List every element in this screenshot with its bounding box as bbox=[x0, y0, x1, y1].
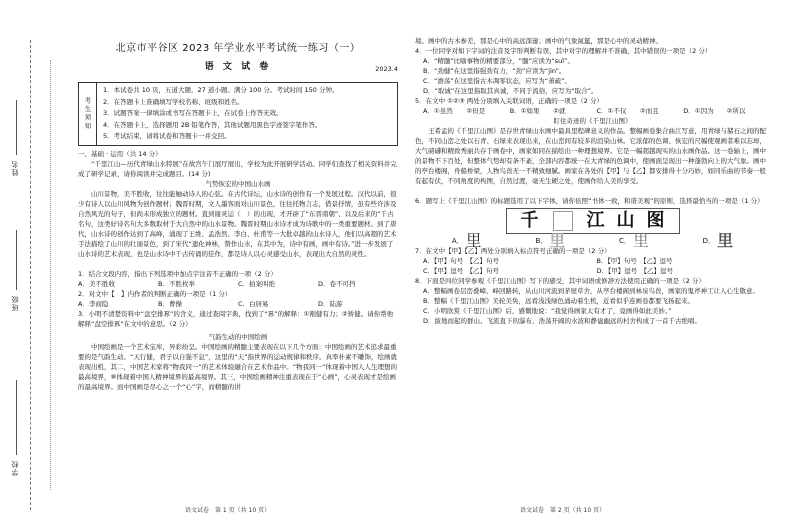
exam-title: 北京市平谷区 2023 年学业水平考试统一练习（一） bbox=[115, 43, 361, 54]
q8-option[interactable]: B．整幅《千里江山图》美轮美奂，远看浅浅绿色涌动着生机，近看似乎连画卷都要飞扬起来。 bbox=[423, 297, 694, 305]
q6-option[interactable]: B． 里 bbox=[535, 231, 566, 250]
q8-option[interactable]: A．整幅画卷层峦叠嶂，峰回路转，从山川河流到茅屋草舍，从亭台楼阁到林泉鸟兽，画家的鬼斧神工让人心生敬意。 bbox=[423, 287, 759, 295]
question-6: 6．题写上《千里江山图》的标题选用了以下字体，请你依照“书体一致，和谐美观”的原则，选择最恰当的一项是（1 分） bbox=[415, 197, 764, 205]
q1-option[interactable]: B．不胜枚举 bbox=[158, 280, 195, 288]
question-1: 1．结合文段内容，指出下列选项中加点字注音不正确的一项（2 分） bbox=[78, 270, 277, 278]
q4-option[interactable]: B．“劲健”在这里指强劲有力，“劲”应读为“jìn”。 bbox=[423, 67, 566, 75]
name-field-line[interactable] bbox=[16, 100, 17, 155]
class-label: 班级 bbox=[11, 295, 19, 311]
q7-option[interactable]: C．【甲】逗号 【乙】句号 bbox=[423, 267, 500, 275]
q1-option[interactable]: D．卷不可挡 bbox=[318, 280, 356, 288]
question-2: 2．对文中【 】内作者的判断正确的一项是（1 分） bbox=[78, 290, 232, 298]
dot-line bbox=[50, 60, 51, 490]
q4-option[interactable]: C．“澹荡”在这里指古木凋零状态，应写为“萧疏”。 bbox=[423, 77, 572, 85]
footer-right: 语文试卷 第 2 页（共 10 页） bbox=[520, 507, 606, 514]
calli-glyph-d: 里 bbox=[717, 231, 734, 250]
q1-option[interactable]: C．拍案叫绝 bbox=[238, 280, 276, 288]
subhead-3: 盯住奇迹的《千里江山图》 bbox=[553, 117, 632, 125]
calli-glyph-b: 里 bbox=[549, 231, 566, 250]
left-column bbox=[78, 40, 398, 392]
binding-margin bbox=[0, 0, 70, 526]
passage-2: 中国绘画是一个艺术宝库，异彩纷呈。中国绘画的精髓主要表现在以下几个方面：中国绘画的艺术追求最重要的是气韵生动。“天行健，君子以自强不息”，这里的“天”指世界的运动规律和秩序。真率朴素不雕饰，绘画就表现出机，其二，中国艺术家将“物我同一”的艺术体验融合在艺术作品中。“物我同一”体现着中国人人生理想的最高境界，⑧体现着中国人精神境界的最高境界。其三，中国绘画精神注重表现在于“心画”，心灵表现才是绘画的最高境界。而中国画是尽心之一个“心”字，而精髓的讲 bbox=[78, 343, 397, 391]
q6-option[interactable]: C． 里 bbox=[619, 231, 649, 250]
calli-char: 山 bbox=[616, 210, 635, 231]
q5-option[interactable]: B．①如果 bbox=[509, 107, 540, 115]
q5-options bbox=[415, 106, 770, 116]
q7-options bbox=[415, 256, 770, 276]
question-7: 7．在文中【甲】【乙】两处分别填入标点符号正确的一项是（2 分） bbox=[415, 247, 611, 255]
notice-body bbox=[97, 83, 344, 145]
intro-text: “千里江山—历代青绿山水特展”在故宫午门展厅展出，学校为此开展研学活动。同学们查找了相关资料并完成了研学记录，请你阅读并完成题目。(14 分) bbox=[78, 160, 397, 178]
subtitle-row bbox=[78, 62, 398, 78]
exam-subtitle: 语 文 试 卷 bbox=[204, 62, 272, 72]
question-8: 8．下面是四位同学参观《千里江山图》写下的感受，其中词语或修辞方法使用正确的一项是（2 分） bbox=[415, 277, 705, 285]
calli-char: 千 bbox=[520, 210, 539, 231]
notice-item: 3．试题答案一律填涂或书写在答题卡上，在试卷上作答无效。 bbox=[103, 109, 283, 117]
subhead-2: 气韵生动的中国绘画 bbox=[208, 333, 268, 341]
calli-char: 江 bbox=[586, 210, 605, 231]
q6-options bbox=[415, 231, 770, 250]
q6-option[interactable]: D． 里 bbox=[702, 231, 734, 250]
name-label: 姓名 bbox=[11, 160, 19, 176]
q5-option[interactable]: ②就 bbox=[553, 107, 566, 115]
q8-option[interactable]: C．小明欣赏《千里江山图》后，感慨地说：“我觉得画家太有才了，竟画得如此美妙。” bbox=[423, 307, 672, 315]
q1-option[interactable]: A．美不胜收 bbox=[78, 280, 115, 288]
passage-1: 山川景物，美不胜收，往往能触动诗人的心弦。在古代诗坛，山水诗的创作有一个发展过程。汉代以前，很少有诗人以山川风物为创作题材；魏晋时期，文人墨客面对山川景色，往往托物言志，借景抒情，虽有些许涉及自然风光的句子，但尚未形成独立的题材。直到谢灵运（ ）的出现，才开辟了“东晋南朝”、以及后来的“千古名句，这类好诗名句大多数取材于大自然中的山水景物。魏晋时期山水诗才成为诗歌中的一类重要题材。到了唐代，山水诗的创作达到了高峰，涌现了王维、孟浩然、李白、杜甫等一大批卓越的山水诗人，他们以高超的艺术手法描绘了山川的壮丽景色，到了宋代“遗化神林，赞作山水，在其中为，诗中有画，画中有诗。”进一步发展了山水诗的艺术表现，也是山水诗中千古传诵的佳作，都是诗人以心灵感受山水，表现出大自然的灵性。 bbox=[78, 190, 397, 258]
calli-glyph-a: 里 bbox=[465, 231, 482, 250]
q7-option[interactable]: B．【甲】句号 【乙】逗号 bbox=[596, 257, 673, 265]
school-label: 学校 bbox=[11, 460, 19, 476]
q2-option[interactable]: B．曹操 bbox=[158, 300, 182, 308]
passage-2-cont: 境。画中的古木参差，那是心中的高远深邃；画中的气象氤氲，那是心中的灵动精神。 bbox=[415, 37, 662, 45]
notice-item: 2．在答题卡上准确填写学校名称、班级和姓名。 bbox=[103, 97, 244, 106]
q2-option[interactable]: C．白居易 bbox=[238, 300, 269, 308]
exam-date: 2023.4 bbox=[375, 65, 398, 73]
subhead-1: 气势恢宏的中国山水画 bbox=[205, 180, 271, 188]
notice-item: 4．在答题卡上，选择题用 2B 铅笔作答，其他试题用黑色字迹签字笔作答。 bbox=[103, 120, 322, 129]
q4-option[interactable]: D．“取诚”在这里指取其真诚，不同于流俗，应写为“取合”。 bbox=[423, 87, 598, 95]
notice-box bbox=[78, 82, 398, 146]
question-5: 5．在文中 ①②③ 两处分别填入关联词语，正确的一项是（2 分） bbox=[415, 97, 603, 105]
section-heading: 一、基础 · 运用（共 14 分） bbox=[78, 150, 162, 158]
q7-option[interactable]: D．【甲】逗号 【乙】逗号 bbox=[596, 267, 674, 275]
right-column bbox=[415, 36, 770, 326]
q5-option[interactable]: A．①虽然 bbox=[423, 107, 453, 115]
calligraphy-box bbox=[506, 208, 680, 234]
q2-option[interactable]: A．李商隐 bbox=[78, 300, 109, 308]
notice-head: 考生须知 bbox=[79, 83, 97, 145]
question-3: 3．小明不清楚资料中“盘空排奡”的含义，通过查阅字典，找到了“奡”的解释：①刚健有力；②矫健。请你帮他解释“盘空排奡”在文中的意思。（2 分） bbox=[78, 310, 394, 328]
q5-option[interactable]: C．①不仅 bbox=[596, 107, 627, 115]
question-4: 4．一位同学对如下字词的注音及字形判断有误，其中对字的理解并不准确，其中错误的一项是（2 分） bbox=[415, 47, 712, 55]
calli-char: 图 bbox=[646, 210, 665, 231]
cut-line bbox=[30, 40, 31, 510]
q2-option[interactable]: D．陆游 bbox=[318, 300, 343, 308]
q5-option[interactable]: ②所以 bbox=[726, 107, 746, 115]
q4-option[interactable]: A．“精髓”比喻事物的精要部分，“髓”应读为“suǐ”。 bbox=[423, 57, 574, 65]
q6-option[interactable]: A． 里 bbox=[451, 231, 482, 250]
q1-options bbox=[78, 279, 398, 289]
notice-item: 1．本试卷共 10 页，五道大题，27 道小题。满分 100 分。考试时间 150 分钟。 bbox=[103, 86, 339, 94]
q8-option[interactable]: D．拔地而起的群山、飞流直下的瀑布、浩荡开阔的水波和静谧幽远的村舍构成了一首千古绝唱。 bbox=[423, 317, 702, 325]
class-field-line[interactable] bbox=[16, 230, 17, 290]
q5-option[interactable]: D．①因为 bbox=[683, 107, 714, 115]
calli-blank bbox=[553, 211, 573, 231]
notice-item: 5．考试结束，请将试卷和答题卡一并交回。 bbox=[103, 132, 231, 140]
q2-options bbox=[78, 299, 398, 309]
q7-option[interactable]: A．【甲】句号 【乙】句号 bbox=[423, 257, 499, 265]
passage-3: 王希孟的《千里江山图》是存世青绿山水画中最具里程碑意义的作品。整幅画卷集合曲江写意，用青绿与赭石之间的配色，不同山峦之处以石青、石绿来表现出来，在山峦间有较多的渲染山林。它浓郁的色调、恢宏的尺幅使观画者难以忘却，大气磅礴和精致秀丽共存于画卷中，画家如同在描绘出一种理想境界。它是一幅超越现实的山水画作品。这一卷轴上，画中的景物不下百处，但整体气势却有条不紊，全部内容都统一在大青绿的色调中，使画面呈现出一种蓬勃向上的大气象。画中的亭台楼阁，舟船桥梁，人物鸟兽无一不精致细腻。画家在各处的【甲】与【乙】都安排得十分巧妙，如同乐曲的节奏一般有起有伏，不同角度的构图，自然过渡，毫无生硬之处，使画作给人美的享受。 bbox=[415, 127, 766, 185]
q5-option[interactable]: ②但是 bbox=[466, 107, 486, 115]
q5-option[interactable]: ②而且 bbox=[639, 107, 659, 115]
school-field-line[interactable] bbox=[16, 380, 17, 455]
calli-glyph-c: 里 bbox=[632, 231, 649, 250]
footer-left: 语文试卷 第 1 页（共 10 页） bbox=[185, 507, 271, 514]
